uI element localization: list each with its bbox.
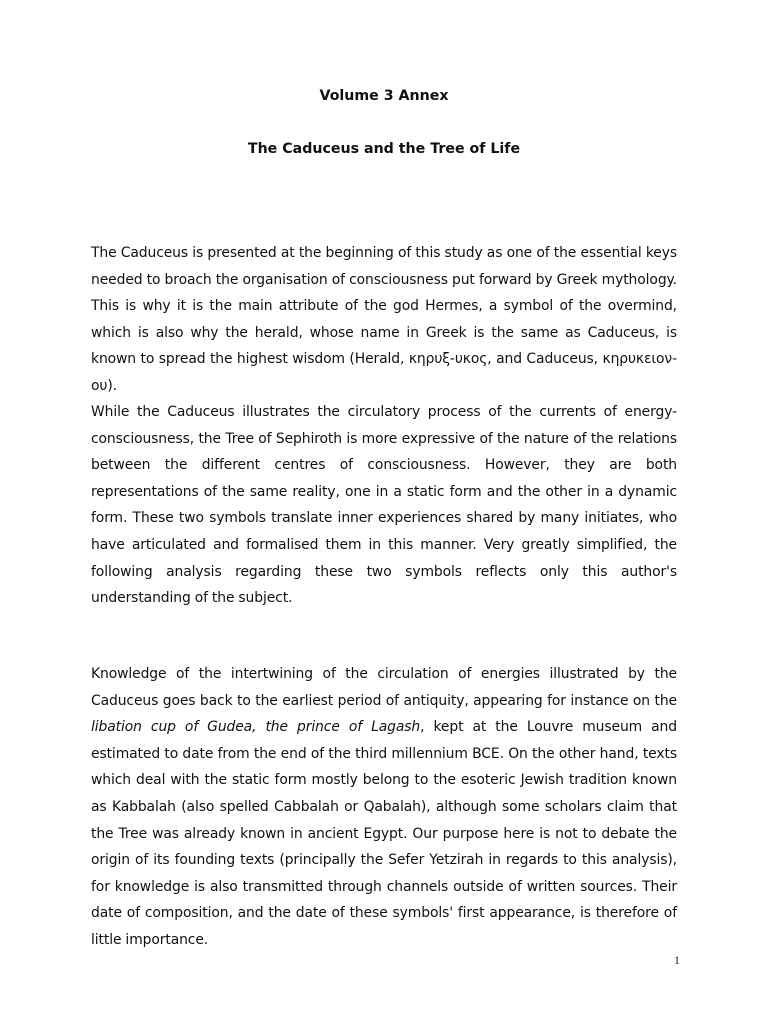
volume-title: Volume 3 Annex (319, 88, 449, 104)
paragraph-1: The Caduceus is presented at the beginning of this study as one of the essential keys needed to broach the organisation of consciousness put forward by Greek mythology. This is why it is the main attribute of the god Hermes, a symbol of the overmind, which is also why the herald, whose name in Greek is the same as Caduceus, is known to spread the highest wisdom (Herald, κηρυξ-υκος, and Caduceus, κηρυκειον-ου). (91, 245, 677, 394)
paragraph-3-text-end: , kept at the Louvre museum and estimated to date from the end of the third millennium BCE. On the other hand, texts which deal with the static form mostly belong to the esoteric Jewish tradition known as Kabbalah (also spelled Cabbalah or Qabalah), although some scholars claim that the Tree was already known in ancient Egypt. Our purpose here is not to debate the origin of its founding texts (principally the Sefer Yetzirah in regards to this analysis), for knowledge is also transmitted through channels outside of written sources. Their date of composition, and the date of these symbols' first appearance, is therefore of little importance. (91, 719, 677, 948)
document-title: The Caduceus and the Tree of Life (247, 141, 521, 157)
paragraph-3-text-start: Knowledge of the intertwining of the circulation of energies illustrated by the Caduceus goes back to the earliest period of antiquity, appearing for instance on the (91, 666, 677, 709)
paragraph-3 (91, 661, 677, 954)
page-number: 1 (674, 953, 680, 967)
italic-artifact-name: libation cup of Gudea, the prince of Lagash (91, 719, 421, 736)
paragraph-2: While the Caduceus illustrates the circulatory process of the currents of energy-consciousness, the Tree of Sephiroth is more expressive of the nature of the relations between the different centres of consciousness. However, they are both representations of the same reality, one in a static form and the other in a dynamic form. These two symbols translate inner experiences shared by many initiates, who have articulated and formalised them in this manner. Very greatly simplified, the following analysis regarding these two symbols reflects only this author's understanding of the subject. (91, 404, 677, 607)
